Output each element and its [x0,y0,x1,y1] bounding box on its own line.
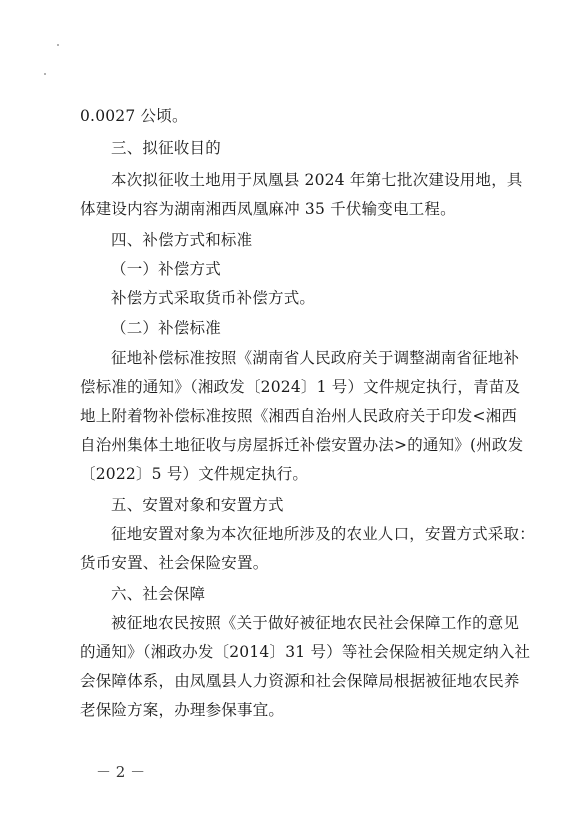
section-heading-6: 六、社会保障 [111,585,206,603]
text-line: 地上附着物补偿标准按照《湘西自治州人民政府关于印发<湘西 [80,407,518,425]
text-line: 老保险方案，办理参保事宜。 [80,701,285,719]
text-line: 〔2022〕5 号）文件规定执行。 [80,465,309,483]
text-line: 被征地农民按照《关于做好被征地农民社会保障工作的意见 [111,614,520,632]
scan-speck [57,44,59,46]
subsection-heading-1: （一）补偿方式 [111,260,221,278]
subsection-heading-2: （二）补偿标准 [111,319,221,337]
text-line: 补偿方式采取货币补偿方式。 [111,289,316,307]
text-line: 征地补偿标准按照《湖南省人民政府关于调整湖南省征地补 [111,349,520,367]
text-line: 征地安置对象为本次征地所涉及的农业人口，安置方式采取： [111,525,535,543]
section-heading-4: 四、补偿方式和标准 [111,231,253,249]
page-number: － 2 － [96,763,146,781]
text-line: 货币安置、社会保险安置。 [80,554,269,572]
text-line: 会保障体系，由凤凰县人力资源和社会保障局根据被征地农民养 [80,672,520,690]
section-heading-3: 三、拟征收目的 [111,139,221,157]
text-line: 偿标准的通知》（湘政发〔2024〕1 号）文件规定执行，青苗及 [80,378,521,396]
section-heading-5: 五、安置对象和安置方式 [111,496,284,514]
text-line: 体建设内容为湖南湘西凤凰麻冲 35 千伏输变电工程。 [80,200,456,218]
text-line: 0.0027 公顷。 [80,107,188,125]
text-line: 本次拟征收土地用于凤凰县 2024 年第七批次建设用地，具 [111,171,523,189]
text-line: 自治州集体土地征收与房屋拆迁补偿安置办法>的通知》(州政发 [80,436,524,454]
scan-speck [44,73,46,75]
text-line: 的通知》（湘政办发〔2014〕31 号）等社会保险相关规定纳入社 [80,643,531,661]
